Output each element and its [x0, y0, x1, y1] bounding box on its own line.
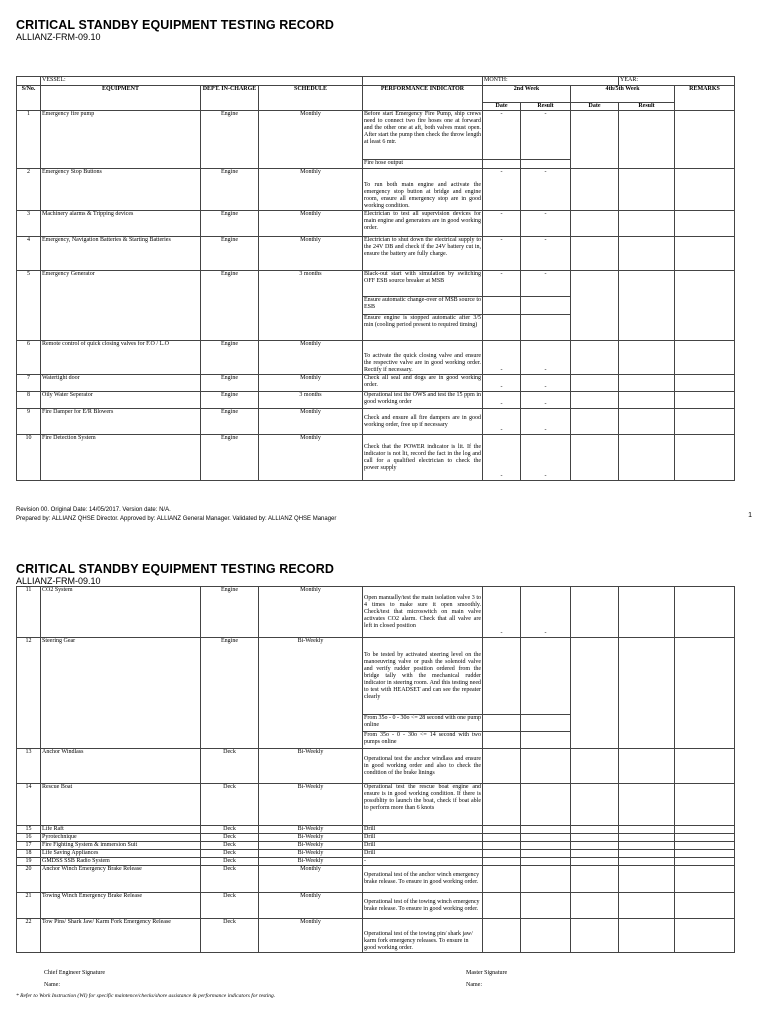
- equipment-name: Fire Fighting System & immersion Suit: [41, 842, 201, 850]
- equipment-name: Emergency Stop Buttons: [41, 169, 201, 211]
- col-result-header: Result: [521, 103, 571, 111]
- row-number: 12: [17, 638, 41, 749]
- row-number: 10: [17, 435, 41, 481]
- equipment-name: CO2 System: [41, 587, 201, 638]
- performance-indicator: Operational test the OWS and test the 15 ppm in good working order: [363, 392, 483, 409]
- remarks-cell[interactable]: [675, 211, 735, 237]
- result-cell[interactable]: [521, 842, 571, 850]
- performance-indicator: Drill: [363, 842, 483, 850]
- date-cell[interactable]: [483, 826, 521, 834]
- row-number: 3: [17, 211, 41, 237]
- date-cell[interactable]: [571, 842, 619, 850]
- date-cell[interactable]: [483, 784, 521, 826]
- performance-indicator: Operational test of the towing winch emergency brake release. To ensure in good working order.: [363, 893, 483, 919]
- dept-in-charge: Deck: [201, 842, 259, 850]
- date-cell[interactable]: [571, 919, 619, 953]
- result-cell[interactable]: [619, 893, 675, 919]
- equipment-name: Oily Water Seperator: [41, 392, 201, 409]
- performance-indicator: Operational test of the anchor winch emergency brake release. To ensure in good working order.: [363, 866, 483, 893]
- date-cell[interactable]: [483, 749, 521, 784]
- result-cell[interactable]: -: [521, 375, 571, 392]
- dept-in-charge: Deck: [201, 834, 259, 842]
- performance-indicator: Before start Emergency Fire Pump, ship crews need to connect two fire hoses one at forward and the other one at aft, both valves must open. After start the pump then check the throw length at least 6 mtr.: [363, 111, 483, 160]
- schedule: Monthly: [259, 341, 363, 375]
- table-row: [17, 409, 735, 435]
- date-cell[interactable]: -: [483, 271, 521, 297]
- date-cell[interactable]: -: [483, 111, 521, 160]
- page-number: 1: [748, 512, 752, 519]
- date-cell[interactable]: [483, 893, 521, 919]
- performance-indicator: To activate the quick closing valve and ensure the respective valve are in good working order. Rectify if necessary.: [363, 341, 483, 375]
- result-cell[interactable]: [619, 638, 675, 749]
- remarks-cell[interactable]: [675, 866, 735, 893]
- result-cell[interactable]: [619, 834, 675, 842]
- date-cell[interactable]: [483, 297, 521, 315]
- dept-in-charge: Engine: [201, 587, 259, 638]
- date-cell[interactable]: -: [483, 587, 521, 638]
- dept-in-charge: Engine: [201, 211, 259, 237]
- result-cell[interactable]: [619, 111, 675, 169]
- table-row: [17, 893, 735, 919]
- table-row: [17, 850, 735, 858]
- date-cell[interactable]: -: [483, 409, 521, 435]
- performance-indicator: Electrician to test all supervision devices for main engine and generators are in good working order.: [363, 211, 483, 237]
- result-cell[interactable]: [521, 850, 571, 858]
- dept-in-charge: Deck: [201, 850, 259, 858]
- prepared-by-info: Prepared by: ALLIANZ QHSE Director. Approved by: ALLIANZ General Manager. Validated by: ALLIANZ QHSE Manager: [16, 516, 337, 522]
- date-cell[interactable]: [571, 111, 619, 169]
- table-row: [17, 858, 735, 866]
- dept-in-charge: Engine: [201, 341, 259, 375]
- remarks-cell[interactable]: [675, 842, 735, 850]
- dept-in-charge: Engine: [201, 237, 259, 271]
- row-number: 19: [17, 858, 41, 866]
- col-week2-header: 2nd Week: [483, 86, 571, 103]
- remarks-cell[interactable]: [675, 375, 735, 392]
- equipment-name: Emergency fire pump: [41, 111, 201, 169]
- row-number: 9: [17, 409, 41, 435]
- date-cell[interactable]: [571, 587, 619, 638]
- col-week45-header: 4th/5th Week: [571, 86, 675, 103]
- result-cell[interactable]: [619, 842, 675, 850]
- date-cell[interactable]: [571, 850, 619, 858]
- schedule: Monthly: [259, 375, 363, 392]
- equipment-name: Machinery alarms & Tripping devices: [41, 211, 201, 237]
- schedule: Bi-Weekly: [259, 858, 363, 866]
- date-cell[interactable]: [571, 893, 619, 919]
- performance-indicator: From 35o - 0 - 30o <= 28 second with one pump online: [363, 715, 483, 732]
- equipment-name: Anchor Winch Emergency Brake Release: [41, 866, 201, 893]
- table-row: [17, 919, 735, 953]
- date-cell[interactable]: -: [483, 341, 521, 375]
- date-cell[interactable]: [571, 435, 619, 481]
- table-row: [17, 341, 735, 375]
- table-row: [17, 784, 735, 826]
- col-date-header: Date: [571, 103, 619, 111]
- schedule: Bi-Weekly: [259, 784, 363, 826]
- remarks-cell[interactable]: [675, 784, 735, 826]
- chief-engineer-signature-label: Chief Engineer Signature: [44, 970, 105, 976]
- result-cell[interactable]: -: [521, 169, 571, 211]
- dept-in-charge: Engine: [201, 271, 259, 341]
- result-cell[interactable]: [521, 732, 571, 749]
- date-cell[interactable]: [571, 409, 619, 435]
- remarks-cell[interactable]: [675, 237, 735, 271]
- result-cell[interactable]: [619, 211, 675, 237]
- result-cell[interactable]: [619, 826, 675, 834]
- result-cell[interactable]: [521, 160, 571, 169]
- col-sno-header: S/No.: [17, 86, 41, 111]
- result-cell[interactable]: [619, 375, 675, 392]
- dept-in-charge: Engine: [201, 638, 259, 749]
- date-cell[interactable]: [571, 341, 619, 375]
- master-name-label: Name:: [466, 982, 482, 988]
- date-cell[interactable]: -: [483, 237, 521, 271]
- schedule: Bi-Weekly: [259, 638, 363, 749]
- performance-indicator: Operational test the anchor windlass and ensure in good working order and also to check the condition of the brake linings: [363, 749, 483, 784]
- equipment-name: GMDSS SSB Radio System: [41, 858, 201, 866]
- date-cell[interactable]: [571, 211, 619, 237]
- date-cell[interactable]: [571, 169, 619, 211]
- row-number: 17: [17, 842, 41, 850]
- table-row: [17, 587, 735, 638]
- equipment-name: Towing Winch Emergency Brake Release: [41, 893, 201, 919]
- remarks-cell[interactable]: [675, 271, 735, 341]
- col-date-header: Date: [483, 103, 521, 111]
- remarks-cell[interactable]: [675, 435, 735, 481]
- performance-indicator: Black-out start with simulation by switching OFF ESB source breaker at MSB: [363, 271, 483, 297]
- schedule: Bi-Weekly: [259, 842, 363, 850]
- result-cell[interactable]: -: [521, 237, 571, 271]
- col-dept-header: DEPT. IN-CHARGE: [201, 86, 259, 111]
- performance-indicator: Ensure automatic change-over of MSB source to ESB: [363, 297, 483, 315]
- date-cell[interactable]: [571, 392, 619, 409]
- year-label: YEAR:: [619, 77, 735, 86]
- schedule: Monthly: [259, 111, 363, 169]
- date-cell[interactable]: [571, 375, 619, 392]
- row-number: 2: [17, 169, 41, 211]
- dept-in-charge: Engine: [201, 392, 259, 409]
- form-code: ALLIANZ-FRM-09.10: [16, 576, 101, 586]
- date-cell[interactable]: [571, 858, 619, 866]
- result-cell[interactable]: [619, 409, 675, 435]
- row-number: 14: [17, 784, 41, 826]
- remarks-cell[interactable]: [675, 919, 735, 953]
- schedule: Bi-Weekly: [259, 749, 363, 784]
- result-cell[interactable]: -: [521, 435, 571, 481]
- dept-in-charge: Deck: [201, 919, 259, 953]
- row-number: 1: [17, 111, 41, 169]
- table-row: [17, 111, 735, 160]
- date-cell[interactable]: [571, 237, 619, 271]
- row-number: 21: [17, 893, 41, 919]
- table-row: [17, 435, 735, 481]
- remarks-cell[interactable]: [675, 749, 735, 784]
- equipment-name: Emergency Generator: [41, 271, 201, 341]
- date-cell[interactable]: [483, 842, 521, 850]
- result-cell[interactable]: -: [521, 392, 571, 409]
- remarks-cell[interactable]: [675, 111, 735, 169]
- date-cell[interactable]: -: [483, 169, 521, 211]
- performance-indicator: Drill: [363, 850, 483, 858]
- performance-indicator: To run both main engine and activate the emergency stop button at bridge and engine room, ensure all emergency stop are in good working condition.: [363, 169, 483, 211]
- result-cell[interactable]: [619, 392, 675, 409]
- result-cell[interactable]: -: [521, 409, 571, 435]
- result-cell[interactable]: -: [521, 111, 571, 160]
- date-cell[interactable]: -: [483, 375, 521, 392]
- dept-in-charge: Deck: [201, 784, 259, 826]
- row-number: 13: [17, 749, 41, 784]
- dept-in-charge: Deck: [201, 893, 259, 919]
- dept-in-charge: Deck: [201, 826, 259, 834]
- equipment-name: Watertight door: [41, 375, 201, 392]
- result-cell[interactable]: [521, 715, 571, 732]
- performance-indicator: Check and ensure all fire dampers are in good working order, free up if necessary: [363, 409, 483, 435]
- equipment-name: Remote control of quick closing valves for F.O / L.O: [41, 341, 201, 375]
- result-cell[interactable]: -: [521, 211, 571, 237]
- equipment-name: Emergency, Navigation Batteries & Starting Batteries: [41, 237, 201, 271]
- equipment-name: Steering Gear: [41, 638, 201, 749]
- vessel-label: VESSEL:: [41, 77, 363, 86]
- schedule: Bi-Weekly: [259, 834, 363, 842]
- remarks-cell[interactable]: [675, 826, 735, 834]
- performance-indicator: Check all seal and dogs are in good working order.: [363, 375, 483, 392]
- date-cell[interactable]: [571, 784, 619, 826]
- schedule: Monthly: [259, 587, 363, 638]
- row-number: 7: [17, 375, 41, 392]
- col-equipment-header: EQUIPMENT: [41, 86, 201, 111]
- equipment-name: Rescue Boat: [41, 784, 201, 826]
- performance-indicator: Drill: [363, 826, 483, 834]
- chief-engineer-name-label: Name:: [44, 982, 60, 988]
- date-cell[interactable]: -: [483, 435, 521, 481]
- schedule: Monthly: [259, 169, 363, 211]
- dept-in-charge: Engine: [201, 435, 259, 481]
- result-cell[interactable]: [619, 271, 675, 341]
- document-title: CRITICAL STANDBY EQUIPMENT TESTING RECORD: [16, 18, 335, 32]
- result-cell[interactable]: [619, 850, 675, 858]
- remarks-cell[interactable]: [675, 850, 735, 858]
- table-row: [17, 392, 735, 409]
- equipment-name: Anchor Windlass: [41, 749, 201, 784]
- date-cell[interactable]: [571, 866, 619, 893]
- performance-indicator: Check that the POWER indicator is lit. If the indicator is not lit, record the fact in the log and call for a qualified electrician to check the power supply: [363, 435, 483, 481]
- remarks-cell[interactable]: [675, 341, 735, 375]
- schedule: Monthly: [259, 409, 363, 435]
- dept-in-charge: Deck: [201, 858, 259, 866]
- dept-in-charge: Deck: [201, 866, 259, 893]
- col-result-header: Result: [619, 103, 675, 111]
- result-cell[interactable]: [521, 784, 571, 826]
- performance-indicator: -: [363, 858, 483, 866]
- record-table-page-2: [16, 586, 735, 953]
- date-cell[interactable]: [571, 749, 619, 784]
- equipment-name: Fire Damper for E/R Blowers: [41, 409, 201, 435]
- row-number: 20: [17, 866, 41, 893]
- performance-indicator: To be tested by activated steering level on the manoeuvring valve or push the solenoid valve and verify rudder position ordered from the bridge tally with the mechanical rudder indicator in steering room. And this testing need to test with HEADSET and can see the repeater clearly: [363, 638, 483, 715]
- remarks-cell[interactable]: [675, 638, 735, 749]
- table-row: [17, 237, 735, 271]
- performance-indicator: Open manually/test the main isolation valve 3 to 4 times to make sure it open smoothly. Check/test that microswitch on main valve activates CO2 alarm. Check that all valve are left in closed position: [363, 587, 483, 638]
- performance-indicator: Drill: [363, 834, 483, 842]
- equipment-name: Life Raft: [41, 826, 201, 834]
- page-2: [16, 562, 752, 1022]
- performance-indicator: Operational test the rescue boat engine and ensure is in good working condition. If there is possiblity to launch the boat, check if boat able to perform more than 6 knots: [363, 784, 483, 826]
- row-number: 5: [17, 271, 41, 341]
- performance-indicator: Ensure engine is stopped automatic after 3/5 min (cooling period present to required timing): [363, 315, 483, 341]
- result-cell[interactable]: [619, 341, 675, 375]
- row-number: 15: [17, 826, 41, 834]
- col-performance-header: PERFORMANCE INDICATOR: [363, 86, 483, 111]
- row-number: 6: [17, 341, 41, 375]
- dept-in-charge: Engine: [201, 111, 259, 169]
- row-number: 4: [17, 237, 41, 271]
- table-row: [17, 834, 735, 842]
- date-cell[interactable]: [483, 732, 521, 749]
- schedule: Bi-Weekly: [259, 850, 363, 858]
- row-number: 8: [17, 392, 41, 409]
- performance-indicator: Fire hose output: [363, 160, 483, 169]
- remarks-cell[interactable]: [675, 587, 735, 638]
- table-row: [17, 866, 735, 893]
- table-row: [17, 271, 735, 297]
- revision-info: Revision 00. Original Date: 14/05/2017. Version date: N/A.: [16, 507, 171, 513]
- equipment-name: Fire Detection System: [41, 435, 201, 481]
- equipment-name: Pyrotechnique: [41, 834, 201, 842]
- result-cell[interactable]: -: [521, 587, 571, 638]
- schedule: Monthly: [259, 919, 363, 953]
- result-cell[interactable]: [521, 919, 571, 953]
- result-cell[interactable]: [619, 749, 675, 784]
- table-row: [17, 749, 735, 784]
- performance-indicator: Operational test of the towing pin/ shark jaw/ karm fork emergency releases. To ensure in good working order.: [363, 919, 483, 953]
- performance-indicator: From 35o - 0 - 30o <= 14 second with two pumps online: [363, 732, 483, 749]
- work-instruction-note: * Refer to Work Instruction (WI) for specific maintence/checks/shore assistance & performance indicators for testing.: [16, 993, 276, 999]
- date-cell[interactable]: [483, 715, 521, 732]
- col-remarks-header: REMARKS: [675, 86, 735, 111]
- dept-in-charge: Engine: [201, 409, 259, 435]
- table-row: [17, 169, 735, 211]
- remarks-cell[interactable]: [675, 858, 735, 866]
- date-cell[interactable]: -: [483, 211, 521, 237]
- record-table-page-1: [16, 76, 735, 481]
- result-cell[interactable]: [619, 169, 675, 211]
- performance-indicator: Electrician to shut down the electrical supply to the 24V DB and check if the 24V battery cut in, ensure the battery are fully charge.: [363, 237, 483, 271]
- result-cell[interactable]: [521, 749, 571, 784]
- date-cell[interactable]: [483, 638, 521, 715]
- date-cell[interactable]: [483, 919, 521, 953]
- table-row: [17, 375, 735, 392]
- result-cell[interactable]: [619, 858, 675, 866]
- row-number: 18: [17, 850, 41, 858]
- remarks-cell[interactable]: [675, 893, 735, 919]
- row-number: 22: [17, 919, 41, 953]
- equipment-name: Tow Pins/ Shark Jaw/ Karm Fork Emergency Release: [41, 919, 201, 953]
- result-cell[interactable]: [619, 587, 675, 638]
- result-cell[interactable]: [619, 784, 675, 826]
- equipment-name: Life Saving Appliances: [41, 850, 201, 858]
- date-cell[interactable]: [483, 858, 521, 866]
- date-cell[interactable]: [483, 160, 521, 169]
- remarks-cell[interactable]: [675, 409, 735, 435]
- col-schedule-header: SCHEDULE: [259, 86, 363, 111]
- date-cell[interactable]: -: [483, 392, 521, 409]
- master-signature-label: Master Signature: [466, 970, 508, 976]
- dept-in-charge: Deck: [201, 749, 259, 784]
- month-label: MONTH:: [483, 77, 619, 86]
- document-title: CRITICAL STANDBY EQUIPMENT TESTING RECORD: [16, 562, 335, 576]
- result-cell[interactable]: -: [521, 341, 571, 375]
- date-cell[interactable]: [571, 271, 619, 341]
- dept-in-charge: Engine: [201, 169, 259, 211]
- result-cell[interactable]: [619, 919, 675, 953]
- date-cell[interactable]: [483, 850, 521, 858]
- table-row: [17, 826, 735, 834]
- result-cell[interactable]: -: [521, 271, 571, 297]
- date-cell[interactable]: [571, 638, 619, 749]
- remarks-cell[interactable]: [675, 392, 735, 409]
- schedule: Monthly: [259, 893, 363, 919]
- result-cell[interactable]: [521, 858, 571, 866]
- date-cell[interactable]: [571, 826, 619, 834]
- remarks-cell[interactable]: [675, 169, 735, 211]
- remarks-cell[interactable]: [675, 834, 735, 842]
- date-cell[interactable]: [571, 834, 619, 842]
- result-cell[interactable]: [619, 435, 675, 481]
- result-cell[interactable]: [521, 866, 571, 893]
- schedule: Monthly: [259, 435, 363, 481]
- table-row: [17, 638, 735, 715]
- schedule: Monthly: [259, 211, 363, 237]
- result-cell[interactable]: [521, 834, 571, 842]
- result-cell[interactable]: [521, 297, 571, 315]
- page-1: [16, 18, 752, 528]
- schedule: Monthly: [259, 237, 363, 271]
- result-cell[interactable]: [521, 893, 571, 919]
- result-cell[interactable]: [521, 315, 571, 341]
- dept-in-charge: Engine: [201, 375, 259, 392]
- table-row: [17, 211, 735, 237]
- date-cell[interactable]: [483, 834, 521, 842]
- result-cell[interactable]: [619, 866, 675, 893]
- schedule: 3 months: [259, 392, 363, 409]
- row-number: 16: [17, 834, 41, 842]
- date-cell[interactable]: [483, 315, 521, 341]
- table-row: [17, 842, 735, 850]
- result-cell[interactable]: [521, 638, 571, 715]
- result-cell[interactable]: [521, 826, 571, 834]
- form-code: ALLIANZ-FRM-09.10: [16, 32, 101, 42]
- schedule: Bi-Weekly: [259, 826, 363, 834]
- result-cell[interactable]: [619, 237, 675, 271]
- schedule: 3 months: [259, 271, 363, 341]
- row-number: 11: [17, 587, 41, 638]
- schedule: Monthly: [259, 866, 363, 893]
- date-cell[interactable]: [483, 866, 521, 893]
